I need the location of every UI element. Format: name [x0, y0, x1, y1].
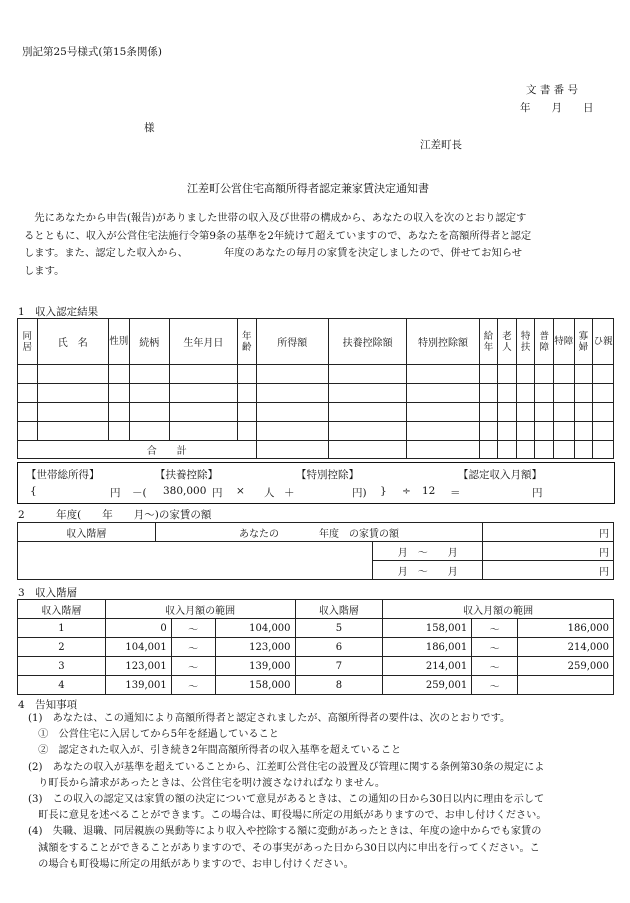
header-label: 同居: [22, 330, 33, 353]
range-tilde: ～: [472, 676, 518, 695]
range-to: 104,000: [215, 619, 295, 638]
header-tier: 収入階層: [295, 600, 383, 619]
body-line: 先にあなたから申告(報告)がありました世帯の収入及び世帯の構成から、あなたの収入を次のとおり認定す: [24, 212, 527, 224]
table-row: [18, 384, 614, 403]
range-tilde: ～: [171, 619, 215, 638]
range-from: 259,001: [383, 676, 472, 695]
header-single-parent: ひ親: [593, 319, 614, 365]
header-special-deduction: 特別控除額: [407, 319, 479, 365]
header-widow: 寡婦: [574, 319, 593, 365]
range-to: 123,000: [215, 638, 295, 657]
tier-number: 1: [18, 619, 106, 638]
notice-line: の場合も町役場に所定の用紙がありますので、お申し付けください。: [28, 858, 354, 870]
formula-equals: ＝: [450, 487, 461, 499]
range-to: 186,000: [518, 619, 614, 638]
formula-yen: 円: [532, 487, 543, 499]
range-from: 158,001: [383, 619, 472, 638]
notice-line: 減額をすることができることがありますので、その事実があった日から30日以内に申出を行ってください。こ: [28, 842, 540, 854]
range-tilde: ～: [472, 619, 518, 638]
formula-person: 人: [264, 487, 275, 499]
table-row: [18, 523, 614, 542]
tier-number: 3: [18, 657, 106, 676]
formula-times: ×: [236, 485, 245, 497]
notice-line: (4) 失職、退職、同居親族の異動等により収入や控除する額に変動があったときは、年度の途中からでも家賃の: [28, 826, 542, 838]
range-from: 104,001: [105, 638, 171, 657]
formula-twelve: 12: [422, 485, 436, 497]
formula-label-total-income: 【世帯総所得】: [26, 469, 100, 481]
income-formula-box: [17, 462, 615, 504]
notice-line: (1) あなたは、この通知により高額所得者と認定されましたが、高額所得者の要件は、次のとおりです。: [28, 713, 511, 724]
tier-number: 2: [18, 638, 106, 657]
header-special-disability: 特障: [553, 319, 574, 365]
range-tilde: ～: [472, 657, 518, 676]
notice-line: (2) あなたの収入が基準を超えていることから、江差町公営住宅の設置及び管理に関する条例第30条の規定によ: [28, 761, 545, 773]
table-row: [18, 403, 614, 422]
notice-line: ① 公営住宅に入居してから5年を経過していること: [28, 729, 279, 741]
notice-line: り町長から請求があったときは、公営住宅を明け渡さなければなりません。: [28, 777, 386, 789]
header-dependent-deduction: 扶養控除額: [328, 319, 407, 365]
formula-plus: ＋: [284, 487, 295, 499]
header-cohabiting: [18, 319, 38, 365]
formula-yen: 円: [212, 487, 223, 499]
section1-heading: 1 収入認定結果: [18, 306, 99, 318]
range-to: 259,000: [518, 657, 614, 676]
body-text: [24, 210, 531, 280]
range-from: 0: [105, 619, 171, 638]
notice-line: 町長に意見を述べることができます。この場合は、町役場に所定の用紙がありますので、お申し付けください。: [28, 810, 547, 822]
tier-number: 7: [295, 657, 383, 676]
tier-number: 8: [295, 676, 383, 695]
header-income: 所得額: [256, 319, 328, 365]
formula-label-special: 【特別控除】: [296, 469, 359, 481]
range-from: 186,001: [383, 638, 472, 657]
formula-label-monthly: 【認定収入月額】: [458, 469, 542, 481]
rent-table: [17, 522, 614, 580]
document-number-label: 文 書 番 号: [526, 84, 579, 96]
header-sex: 性別: [108, 319, 129, 365]
header-relation: 続柄: [129, 319, 169, 365]
range-to: 158,000: [215, 676, 295, 695]
formula-label-dependent: 【扶養控除】: [155, 469, 218, 481]
form-id: 別記第25号様式(第15条関係): [22, 46, 162, 58]
rent-yen: 円: [483, 561, 614, 580]
rent-yen: 円: [483, 542, 614, 561]
formula-minus: －(: [132, 487, 147, 499]
table-header-row: [18, 600, 614, 619]
rent-period: 月 ～ 月: [373, 542, 483, 561]
header-salary-pension: 給年: [479, 319, 498, 365]
formula-close-brace: }: [380, 485, 387, 497]
formula-yen: 円: [110, 487, 121, 499]
notice-line: ② 認定された収入が、引き続き2年間高額所得者の収入基準を超えていること: [28, 745, 402, 757]
header-tier: 収入階層: [18, 600, 106, 619]
range-to: 139,000: [215, 657, 295, 676]
formula-divide: ÷: [402, 485, 411, 497]
header-special-dependent: 特扶: [516, 319, 535, 365]
range-to: [518, 676, 614, 695]
formula-open-brace: {: [30, 485, 37, 497]
tier-number: 5: [295, 619, 383, 638]
table-row: [18, 619, 614, 638]
rent-period: 月 ～ 月: [373, 561, 483, 580]
range-tilde: ～: [171, 638, 215, 657]
rent-tier-label: 収入階層: [18, 523, 156, 542]
document-title: 江差町公営住宅高額所得者認定兼家賃決定通知書: [187, 182, 429, 195]
section2-heading: 2 年度( 年 月～)の家賃の額: [18, 509, 212, 521]
body-line: します。: [24, 264, 65, 277]
header-disability: 普障: [535, 319, 554, 365]
section4-heading: 4 告知事項: [18, 699, 78, 711]
income-tier-table: [17, 599, 614, 695]
table-header-row: [18, 319, 614, 365]
table-row: [18, 676, 614, 695]
range-from: 123,001: [105, 657, 171, 676]
range-from: 214,001: [383, 657, 472, 676]
formula-amount: 380,000: [163, 485, 207, 497]
issuer-name: 江差町長: [420, 139, 462, 151]
rent-yen: 円: [483, 523, 614, 542]
table-row: [18, 422, 614, 441]
tier-number: 4: [18, 676, 106, 695]
table-row: [18, 638, 614, 657]
total-row: [18, 441, 614, 459]
total-label: 合 計: [18, 441, 257, 459]
header-elderly: 老人: [498, 319, 517, 365]
formula-yen-close: 円): [352, 487, 367, 499]
range-tilde: ～: [472, 638, 518, 657]
table-row: [18, 365, 614, 384]
range-from: 139,001: [105, 676, 171, 695]
header-range: 収入月額の範囲: [105, 600, 295, 619]
range-tilde: ～: [171, 676, 215, 695]
table-row: [18, 657, 614, 676]
date-label: 年 月 日: [520, 102, 594, 114]
header-range: 収入月額の範囲: [383, 600, 614, 619]
header-birthdate: 生年月日: [169, 319, 237, 365]
range-to: 214,000: [518, 638, 614, 657]
body-line: るとともに、収入が公営住宅法施行令第9条の基準を2年続けて超えていますので、あなたを高額所得者と認定: [24, 229, 532, 242]
range-tilde: ～: [171, 657, 215, 676]
rent-label: あなたの 年度 の家賃の額: [155, 523, 482, 542]
table-row: [18, 542, 614, 561]
notice-items: [28, 711, 547, 873]
section3-heading: 3 収入階層: [18, 587, 78, 599]
notice-line: (3) この収入の認定又は家賃の額の決定について意見があるときは、この通知の日から30日以内に理由を示して: [28, 794, 545, 806]
income-certification-table: [17, 318, 614, 459]
header-age: 年齢: [238, 319, 257, 365]
tier-number: 6: [295, 638, 383, 657]
addressee-suffix: 様: [144, 122, 155, 134]
header-name: 氏 名: [37, 319, 108, 365]
body-line: します。また、認定した収入から、 年度のあなたの毎月の家賃を決定しましたので、併せてお知らせ: [24, 247, 523, 259]
